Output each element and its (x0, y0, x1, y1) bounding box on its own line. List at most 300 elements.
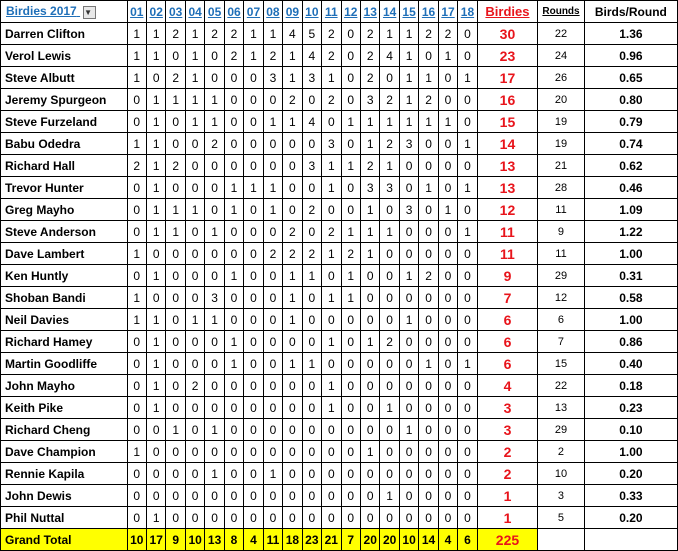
hole-birdie-cell[interactable]: 0 (360, 353, 379, 375)
hole-birdie-cell[interactable]: 0 (283, 331, 302, 353)
hole-birdie-cell[interactable]: 0 (244, 397, 263, 419)
hole-birdie-cell[interactable]: 0 (185, 221, 204, 243)
hole-birdie-cell[interactable]: 0 (263, 309, 282, 331)
hole-birdie-cell[interactable]: 0 (166, 507, 185, 529)
hole-birdie-cell[interactable]: 0 (185, 177, 204, 199)
table-title-header[interactable] (1, 1, 128, 23)
hole-birdie-cell[interactable]: 0 (419, 221, 438, 243)
hole-birdie-cell[interactable]: 1 (146, 375, 165, 397)
hole-birdie-cell[interactable]: 1 (341, 287, 360, 309)
player-name-cell[interactable]: Shoban Bandi (1, 287, 128, 309)
hole-birdie-cell[interactable]: 0 (380, 67, 399, 89)
hole-header-17[interactable]: 17 (438, 1, 457, 23)
hole-birdie-cell[interactable]: 0 (283, 507, 302, 529)
hole-birdie-cell[interactable]: 0 (244, 221, 263, 243)
hole-birdie-cell[interactable]: 1 (263, 199, 282, 221)
hole-birdie-cell[interactable]: 0 (263, 419, 282, 441)
hole-birdie-cell[interactable]: 0 (360, 485, 379, 507)
hole-birdie-cell[interactable]: 0 (244, 441, 263, 463)
hole-birdie-cell[interactable]: 0 (399, 463, 418, 485)
hole-birdie-cell[interactable]: 1 (127, 45, 146, 67)
hole-birdie-cell[interactable]: 0 (146, 287, 165, 309)
hole-birdie-cell[interactable]: 0 (127, 397, 146, 419)
hole-birdie-cell[interactable]: 0 (127, 111, 146, 133)
hole-birdie-cell[interactable]: 1 (380, 221, 399, 243)
hole-birdie-cell[interactable]: 4 (302, 111, 321, 133)
hole-birdie-cell[interactable]: 0 (263, 441, 282, 463)
hole-birdie-cell[interactable]: 0 (224, 243, 243, 265)
birds-per-round-cell[interactable]: 0.23 (584, 397, 677, 419)
hole-birdie-cell[interactable]: 0 (224, 441, 243, 463)
hole-birdie-cell[interactable]: 1 (146, 397, 165, 419)
empty-cell[interactable] (584, 529, 677, 551)
hole-birdie-cell[interactable]: 0 (127, 353, 146, 375)
hole-birdie-cell[interactable]: 0 (185, 287, 204, 309)
birdies-total-cell[interactable]: 11 (477, 221, 538, 243)
hole-total-cell[interactable]: 9 (166, 529, 185, 551)
hole-birdie-cell[interactable]: 2 (419, 89, 438, 111)
rounds-cell[interactable]: 21 (538, 155, 585, 177)
hole-birdie-cell[interactable]: 1 (399, 419, 418, 441)
hole-birdie-cell[interactable]: 0 (224, 89, 243, 111)
hole-total-cell[interactable]: 17 (146, 529, 165, 551)
hole-birdie-cell[interactable]: 0 (146, 463, 165, 485)
player-name-cell[interactable]: Rennie Kapila (1, 463, 128, 485)
hole-birdie-cell[interactable]: 1 (283, 45, 302, 67)
hole-header-10[interactable]: 10 (302, 1, 321, 23)
hole-birdie-cell[interactable]: 0 (360, 265, 379, 287)
hole-birdie-cell[interactable]: 1 (127, 309, 146, 331)
hole-birdie-cell[interactable]: 1 (360, 441, 379, 463)
player-name-cell[interactable]: Richard Hall (1, 155, 128, 177)
hole-total-cell[interactable]: 18 (283, 529, 302, 551)
hole-birdie-cell[interactable]: 0 (458, 199, 477, 221)
hole-birdie-cell[interactable]: 1 (205, 89, 224, 111)
empty-cell[interactable] (538, 529, 585, 551)
hole-birdie-cell[interactable]: 0 (419, 331, 438, 353)
hole-birdie-cell[interactable]: 0 (458, 441, 477, 463)
player-name-cell[interactable]: Martin Goodliffe (1, 353, 128, 375)
hole-birdie-cell[interactable]: 0 (127, 375, 146, 397)
hole-birdie-cell[interactable]: 1 (127, 23, 146, 45)
hole-header-08[interactable]: 08 (263, 1, 282, 23)
hole-birdie-cell[interactable]: 1 (399, 45, 418, 67)
hole-birdie-cell[interactable]: 1 (146, 199, 165, 221)
birds-per-round-cell[interactable]: 0.18 (584, 375, 677, 397)
hole-birdie-cell[interactable]: 0 (263, 221, 282, 243)
hole-birdie-cell[interactable]: 0 (244, 133, 263, 155)
hole-birdie-cell[interactable]: 0 (419, 309, 438, 331)
hole-birdie-cell[interactable]: 0 (263, 353, 282, 375)
hole-header-14[interactable]: 14 (380, 1, 399, 23)
hole-birdie-cell[interactable]: 1 (205, 463, 224, 485)
hole-birdie-cell[interactable]: 0 (263, 89, 282, 111)
hole-birdie-cell[interactable]: 1 (166, 221, 185, 243)
hole-birdie-cell[interactable]: 0 (127, 419, 146, 441)
hole-birdie-cell[interactable]: 0 (185, 155, 204, 177)
hole-birdie-cell[interactable]: 1 (302, 353, 321, 375)
grand-total-label[interactable]: Grand Total (1, 529, 128, 551)
hole-birdie-cell[interactable]: 0 (360, 309, 379, 331)
birds-per-round-cell[interactable]: 0.20 (584, 463, 677, 485)
hole-birdie-cell[interactable]: 0 (185, 463, 204, 485)
hole-birdie-cell[interactable]: 2 (360, 155, 379, 177)
hole-total-cell[interactable]: 10 (185, 529, 204, 551)
hole-birdie-cell[interactable]: 0 (458, 485, 477, 507)
hole-birdie-cell[interactable]: 1 (341, 111, 360, 133)
hole-birdie-cell[interactable]: 1 (302, 265, 321, 287)
hole-birdie-cell[interactable]: 1 (146, 111, 165, 133)
hole-birdie-cell[interactable]: 0 (380, 463, 399, 485)
hole-birdie-cell[interactable]: 0 (399, 441, 418, 463)
hole-birdie-cell[interactable]: 0 (283, 133, 302, 155)
birds-per-round-cell[interactable]: 0.58 (584, 287, 677, 309)
hole-birdie-cell[interactable]: 0 (224, 309, 243, 331)
hole-birdie-cell[interactable]: 2 (322, 23, 341, 45)
birdies-total-cell[interactable]: 16 (477, 89, 538, 111)
hole-birdie-cell[interactable]: 1 (146, 507, 165, 529)
hole-birdie-cell[interactable]: 0 (380, 199, 399, 221)
hole-birdie-cell[interactable]: 0 (458, 287, 477, 309)
hole-birdie-cell[interactable]: 0 (205, 441, 224, 463)
hole-birdie-cell[interactable]: 2 (263, 45, 282, 67)
hole-birdie-cell[interactable]: 0 (127, 463, 146, 485)
hole-birdie-cell[interactable]: 0 (185, 397, 204, 419)
hole-birdie-cell[interactable]: 1 (263, 23, 282, 45)
hole-birdie-cell[interactable]: 0 (244, 199, 263, 221)
hole-birdie-cell[interactable]: 1 (224, 331, 243, 353)
hole-header-16[interactable]: 16 (419, 1, 438, 23)
hole-birdie-cell[interactable]: 0 (322, 265, 341, 287)
hole-birdie-cell[interactable]: 1 (322, 67, 341, 89)
hole-birdie-cell[interactable]: 2 (380, 89, 399, 111)
hole-birdie-cell[interactable]: 0 (244, 111, 263, 133)
hole-birdie-cell[interactable]: 1 (360, 243, 379, 265)
player-name-cell[interactable]: John Mayho (1, 375, 128, 397)
hole-birdie-cell[interactable]: 0 (458, 89, 477, 111)
hole-birdie-cell[interactable]: 0 (127, 177, 146, 199)
hole-birdie-cell[interactable]: 0 (224, 133, 243, 155)
hole-birdie-cell[interactable]: 1 (360, 331, 379, 353)
hole-birdie-cell[interactable]: 2 (205, 23, 224, 45)
hole-birdie-cell[interactable]: 0 (185, 507, 204, 529)
hole-birdie-cell[interactable]: 0 (283, 397, 302, 419)
birdies-total-cell[interactable]: 14 (477, 133, 538, 155)
player-name-cell[interactable]: John Dewis (1, 485, 128, 507)
hole-birdie-cell[interactable]: 0 (419, 485, 438, 507)
hole-birdie-cell[interactable]: 1 (146, 353, 165, 375)
hole-birdie-cell[interactable]: 0 (380, 375, 399, 397)
birdies-total-cell[interactable]: 7 (477, 287, 538, 309)
birds-per-round-cell[interactable]: 0.86 (584, 331, 677, 353)
hole-header-18[interactable]: 18 (458, 1, 477, 23)
hole-birdie-cell[interactable]: 0 (399, 485, 418, 507)
hole-birdie-cell[interactable]: 0 (244, 155, 263, 177)
hole-birdie-cell[interactable]: 0 (380, 287, 399, 309)
hole-birdie-cell[interactable]: 0 (166, 441, 185, 463)
hole-birdie-cell[interactable]: 0 (205, 397, 224, 419)
birds-per-round-cell[interactable]: 0.79 (584, 111, 677, 133)
birdies-header[interactable]: Birdies (477, 1, 538, 23)
hole-birdie-cell[interactable]: 0 (341, 89, 360, 111)
hole-birdie-cell[interactable]: 0 (127, 485, 146, 507)
hole-birdie-cell[interactable]: 2 (380, 331, 399, 353)
hole-header-01[interactable]: 01 (127, 1, 146, 23)
hole-birdie-cell[interactable]: 0 (399, 221, 418, 243)
hole-birdie-cell[interactable]: 2 (419, 265, 438, 287)
hole-birdie-cell[interactable]: 0 (458, 463, 477, 485)
hole-birdie-cell[interactable]: 0 (166, 485, 185, 507)
hole-birdie-cell[interactable]: 0 (302, 419, 321, 441)
hole-birdie-cell[interactable]: 0 (185, 331, 204, 353)
hole-birdie-cell[interactable]: 0 (127, 89, 146, 111)
hole-birdie-cell[interactable]: 0 (205, 331, 224, 353)
birds-per-round-cell[interactable]: 0.33 (584, 485, 677, 507)
hole-birdie-cell[interactable]: 1 (205, 309, 224, 331)
hole-birdie-cell[interactable]: 1 (283, 265, 302, 287)
hole-birdie-cell[interactable]: 0 (419, 133, 438, 155)
player-name-cell[interactable]: Steve Albutt (1, 67, 128, 89)
hole-birdie-cell[interactable]: 0 (399, 375, 418, 397)
player-name-cell[interactable]: Steve Anderson (1, 221, 128, 243)
hole-birdie-cell[interactable]: 2 (322, 89, 341, 111)
hole-birdie-cell[interactable]: 0 (438, 331, 457, 353)
hole-header-03[interactable]: 03 (166, 1, 185, 23)
hole-birdie-cell[interactable]: 1 (185, 309, 204, 331)
hole-birdie-cell[interactable]: 0 (224, 397, 243, 419)
hole-birdie-cell[interactable]: 1 (458, 177, 477, 199)
hole-birdie-cell[interactable]: 0 (341, 463, 360, 485)
hole-birdie-cell[interactable]: 0 (244, 67, 263, 89)
hole-birdie-cell[interactable]: 0 (438, 67, 457, 89)
hole-birdie-cell[interactable]: 3 (322, 133, 341, 155)
hole-birdie-cell[interactable]: 0 (380, 507, 399, 529)
hole-birdie-cell[interactable]: 0 (322, 463, 341, 485)
hole-birdie-cell[interactable]: 1 (341, 155, 360, 177)
hole-birdie-cell[interactable]: 0 (263, 485, 282, 507)
hole-birdie-cell[interactable]: 0 (322, 309, 341, 331)
rounds-cell[interactable]: 13 (538, 397, 585, 419)
hole-birdie-cell[interactable]: 0 (205, 199, 224, 221)
hole-birdie-cell[interactable]: 0 (166, 397, 185, 419)
hole-birdie-cell[interactable]: 0 (380, 265, 399, 287)
hole-birdie-cell[interactable]: 0 (224, 67, 243, 89)
hole-birdie-cell[interactable]: 0 (205, 177, 224, 199)
hole-birdie-cell[interactable]: 0 (399, 155, 418, 177)
hole-birdie-cell[interactable]: 0 (244, 353, 263, 375)
hole-birdie-cell[interactable]: 0 (438, 243, 457, 265)
birds-per-round-cell[interactable]: 1.00 (584, 243, 677, 265)
hole-birdie-cell[interactable]: 0 (166, 265, 185, 287)
hole-birdie-cell[interactable]: 1 (185, 89, 204, 111)
hole-birdie-cell[interactable]: 1 (360, 199, 379, 221)
hole-birdie-cell[interactable]: 4 (380, 45, 399, 67)
hole-birdie-cell[interactable]: 4 (302, 45, 321, 67)
hole-birdie-cell[interactable]: 1 (146, 309, 165, 331)
hole-birdie-cell[interactable]: 2 (419, 23, 438, 45)
hole-birdie-cell[interactable]: 1 (283, 111, 302, 133)
hole-birdie-cell[interactable]: 0 (458, 111, 477, 133)
rounds-cell[interactable]: 26 (538, 67, 585, 89)
hole-birdie-cell[interactable]: 0 (458, 45, 477, 67)
hole-birdie-cell[interactable]: 0 (166, 309, 185, 331)
hole-birdie-cell[interactable]: 0 (458, 155, 477, 177)
hole-birdie-cell[interactable]: 0 (146, 419, 165, 441)
hole-birdie-cell[interactable]: 2 (166, 67, 185, 89)
birds-per-round-cell[interactable]: 0.65 (584, 67, 677, 89)
hole-birdie-cell[interactable]: 3 (302, 155, 321, 177)
player-name-cell[interactable]: Steve Furzeland (1, 111, 128, 133)
hole-birdie-cell[interactable]: 0 (438, 419, 457, 441)
hole-birdie-cell[interactable]: 1 (146, 45, 165, 67)
hole-birdie-cell[interactable]: 1 (380, 23, 399, 45)
birdies-total-cell[interactable]: 2 (477, 463, 538, 485)
hole-birdie-cell[interactable]: 0 (244, 309, 263, 331)
hole-birdie-cell[interactable]: 1 (263, 177, 282, 199)
hole-birdie-cell[interactable]: 1 (224, 353, 243, 375)
hole-birdie-cell[interactable]: 3 (205, 287, 224, 309)
rounds-cell[interactable]: 28 (538, 177, 585, 199)
hole-birdie-cell[interactable]: 0 (302, 221, 321, 243)
hole-birdie-cell[interactable]: 2 (380, 133, 399, 155)
hole-birdie-cell[interactable]: 4 (283, 23, 302, 45)
birds-per-round-cell[interactable]: 1.22 (584, 221, 677, 243)
hole-birdie-cell[interactable]: 1 (283, 353, 302, 375)
hole-birdie-cell[interactable]: 0 (419, 199, 438, 221)
hole-birdie-cell[interactable]: 2 (263, 243, 282, 265)
player-name-cell[interactable]: Babu Odedra (1, 133, 128, 155)
hole-birdie-cell[interactable]: 0 (244, 419, 263, 441)
hole-birdie-cell[interactable]: 0 (360, 419, 379, 441)
rounds-cell[interactable]: 12 (538, 287, 585, 309)
hole-birdie-cell[interactable]: 0 (146, 441, 165, 463)
hole-birdie-cell[interactable]: 2 (224, 23, 243, 45)
hole-total-cell[interactable]: 14 (419, 529, 438, 551)
hole-birdie-cell[interactable]: 3 (399, 133, 418, 155)
hole-birdie-cell[interactable]: 0 (244, 331, 263, 353)
hole-total-cell[interactable]: 10 (127, 529, 146, 551)
hole-birdie-cell[interactable]: 3 (399, 199, 418, 221)
hole-birdie-cell[interactable]: 0 (185, 485, 204, 507)
birds-per-round-cell[interactable]: 0.62 (584, 155, 677, 177)
player-name-cell[interactable]: Richard Hamey (1, 331, 128, 353)
hole-birdie-cell[interactable]: 0 (185, 243, 204, 265)
hole-birdie-cell[interactable]: 2 (283, 243, 302, 265)
hole-birdie-cell[interactable]: 0 (419, 45, 438, 67)
hole-birdie-cell[interactable]: 0 (322, 507, 341, 529)
hole-birdie-cell[interactable]: 1 (399, 265, 418, 287)
hole-birdie-cell[interactable]: 1 (146, 177, 165, 199)
hole-birdie-cell[interactable]: 0 (244, 485, 263, 507)
birdies-total-cell[interactable]: 23 (477, 45, 538, 67)
hole-birdie-cell[interactable]: 1 (322, 243, 341, 265)
rounds-cell[interactable]: 24 (538, 45, 585, 67)
rounds-cell[interactable]: 15 (538, 353, 585, 375)
hole-birdie-cell[interactable]: 1 (380, 485, 399, 507)
hole-birdie-cell[interactable]: 1 (127, 441, 146, 463)
hole-birdie-cell[interactable]: 0 (399, 507, 418, 529)
hole-header-02[interactable]: 02 (146, 1, 165, 23)
rounds-cell[interactable]: 9 (538, 221, 585, 243)
hole-birdie-cell[interactable]: 0 (380, 309, 399, 331)
hole-birdie-cell[interactable]: 1 (399, 111, 418, 133)
hole-birdie-cell[interactable]: 0 (205, 155, 224, 177)
hole-birdie-cell[interactable]: 0 (341, 23, 360, 45)
hole-birdie-cell[interactable]: 0 (146, 485, 165, 507)
hole-birdie-cell[interactable]: 0 (341, 419, 360, 441)
hole-birdie-cell[interactable]: 0 (244, 507, 263, 529)
birdies-total-cell[interactable]: 6 (477, 353, 538, 375)
hole-birdie-cell[interactable]: 0 (322, 111, 341, 133)
hole-birdie-cell[interactable]: 0 (263, 287, 282, 309)
hole-birdie-cell[interactable]: 1 (458, 67, 477, 89)
rounds-cell[interactable]: 19 (538, 133, 585, 155)
hole-birdie-cell[interactable]: 3 (360, 89, 379, 111)
hole-birdie-cell[interactable]: 0 (399, 331, 418, 353)
hole-birdie-cell[interactable]: 0 (166, 133, 185, 155)
hole-birdie-cell[interactable]: 0 (438, 441, 457, 463)
hole-birdie-cell[interactable]: 0 (263, 265, 282, 287)
hole-birdie-cell[interactable]: 0 (224, 507, 243, 529)
birdies-total-cell[interactable]: 1 (477, 485, 538, 507)
rounds-cell[interactable]: 7 (538, 331, 585, 353)
hole-birdie-cell[interactable]: 0 (205, 265, 224, 287)
hole-birdie-cell[interactable]: 3 (380, 177, 399, 199)
hole-birdie-cell[interactable]: 1 (419, 67, 438, 89)
rounds-cell[interactable]: 2 (538, 441, 585, 463)
hole-birdie-cell[interactable]: 1 (380, 155, 399, 177)
hole-birdie-cell[interactable]: 0 (380, 441, 399, 463)
hole-birdie-cell[interactable]: 0 (322, 419, 341, 441)
hole-birdie-cell[interactable]: 0 (146, 243, 165, 265)
birdies-total-cell[interactable]: 2 (477, 441, 538, 463)
hole-birdie-cell[interactable]: 2 (322, 45, 341, 67)
birdies-total-cell[interactable]: 9 (477, 265, 538, 287)
hole-birdie-cell[interactable]: 2 (166, 23, 185, 45)
hole-birdie-cell[interactable]: 0 (166, 463, 185, 485)
hole-birdie-cell[interactable]: 1 (341, 221, 360, 243)
hole-birdie-cell[interactable]: 0 (283, 155, 302, 177)
hole-birdie-cell[interactable]: 1 (419, 111, 438, 133)
hole-birdie-cell[interactable]: 0 (302, 507, 321, 529)
hole-birdie-cell[interactable]: 1 (263, 463, 282, 485)
hole-birdie-cell[interactable]: 0 (244, 375, 263, 397)
hole-birdie-cell[interactable]: 0 (341, 441, 360, 463)
hole-birdie-cell[interactable]: 0 (322, 441, 341, 463)
birds-per-round-cell[interactable]: 0.40 (584, 353, 677, 375)
hole-birdie-cell[interactable]: 1 (283, 67, 302, 89)
hole-birdie-cell[interactable]: 2 (205, 133, 224, 155)
hole-birdie-cell[interactable]: 1 (146, 331, 165, 353)
rounds-cell[interactable]: 11 (538, 243, 585, 265)
hole-header-11[interactable]: 11 (322, 1, 341, 23)
birdies-total-cell[interactable]: 17 (477, 67, 538, 89)
hole-header-13[interactable]: 13 (360, 1, 379, 23)
hole-birdie-cell[interactable]: 0 (166, 45, 185, 67)
hole-birdie-cell[interactable]: 0 (205, 67, 224, 89)
grand-total-birdies[interactable]: 225 (477, 529, 538, 551)
hole-birdie-cell[interactable]: 1 (283, 287, 302, 309)
hole-total-cell[interactable]: 23 (302, 529, 321, 551)
hole-birdie-cell[interactable]: 0 (205, 485, 224, 507)
birdies-total-cell[interactable]: 6 (477, 309, 538, 331)
hole-birdie-cell[interactable]: 0 (185, 133, 204, 155)
hole-total-cell[interactable]: 20 (360, 529, 379, 551)
hole-birdie-cell[interactable]: 0 (166, 375, 185, 397)
hole-birdie-cell[interactable]: 0 (438, 221, 457, 243)
hole-birdie-cell[interactable]: 0 (438, 265, 457, 287)
hole-birdie-cell[interactable]: 0 (302, 287, 321, 309)
